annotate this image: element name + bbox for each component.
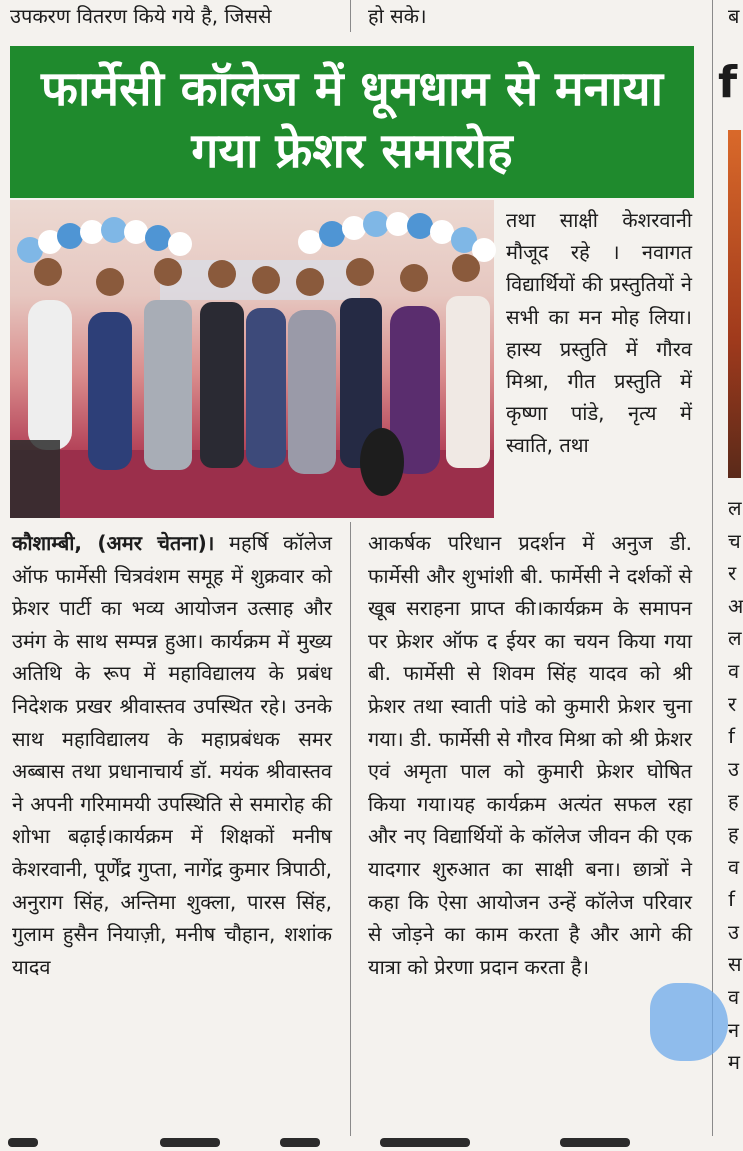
article-text-middle: आकर्षक परिधान प्रदर्शन में अनुज डी. फार्मेसी और शुभांशी बी. फार्मेसी ने दर्शकों से खूब सराहना प्राप्त की।कार्यक्रम के समापन पर फ्रेशर ऑफ द ईयर का चयन किया गया बी. फार्मेसी से शिवम सिंह यादव को श्री फ्रेशर तथा स्वाती पांडे को कुमारी फ्रेशर चुना गया। डी. फार्मेसी से गौरव मिश्रा को श्री फ्रेशर एवं अमृता पाल को कुमारी फ्रेशर घोषित किया गया।यह कार्यक्रम अत्यंत सफल रहा और नए विद्यार्थियों के कॉलेज जीवन की एक यादगार शुरुआत का साक्षी बना। छात्रों ने कहा कि ऐसा आयोजन उन्हें कॉलेज परिवार से जोड़ने का काम करता है और आगे की यात्रा को प्रेरणा प्रदान करता है। — [368, 531, 692, 979]
adjacent-letter: f — [728, 887, 736, 912]
cut-off-next-line — [0, 1136, 741, 1151]
headline-line-1: फार्मेसी कॉलेज में धूमधाम से मनाया — [40, 61, 664, 117]
adjacent-letter: र — [728, 561, 737, 586]
adjacent-photo-fragment — [728, 130, 741, 478]
top-continuation-right: ब — [728, 4, 740, 28]
adjacent-letter: स — [728, 952, 742, 977]
adjacent-letter: ह — [728, 789, 739, 814]
column-rule — [350, 522, 351, 1136]
adjacent-letter: ह — [728, 821, 739, 846]
top-continuation-left: उपकरण वितरण किये गये है, जिससे — [10, 4, 272, 28]
adjacent-letter: अ — [728, 593, 743, 618]
headline-line-2: गया फ्रेशर समारोह — [191, 123, 513, 179]
dateline: कौशाम्बी, (अमर चेतना)। — [12, 531, 215, 555]
column-rule — [712, 0, 713, 1136]
event-photo-illustration — [10, 200, 494, 518]
adjacent-letter: f — [728, 724, 736, 749]
headline-banner — [10, 46, 694, 198]
adjacent-letter: व — [728, 854, 740, 879]
article-text-right-top: तथा साक्षी केशरवानी मौजूद रहे । नवागत विद्यार्थियों की प्रस्तुतियों ने सभी का मन मोह लिया। हास्य प्रस्तुति में गौरव मिश्रा, गीत प्रस्तुति में कृष्णा पांडे, नृत्य में स्वाति, तथा — [506, 208, 692, 458]
adjacent-article-fragment — [728, 492, 743, 1079]
adjacent-letter: र — [728, 691, 737, 716]
adjacent-letter: न — [728, 1017, 740, 1042]
adjacent-letter: ल — [728, 626, 742, 651]
touch-highlight — [650, 983, 728, 1061]
column-rule — [350, 0, 351, 32]
adjacent-headline-fragment: f — [718, 57, 738, 108]
article-text-left — [12, 527, 332, 983]
adjacent-letter: च — [728, 528, 741, 553]
article-text-left-body: महर्षि कॉलेज ऑफ फार्मेसी चित्रवंशम समूह में शुक्रवार को फ्रेशर पार्टी का भव्य आयोजन उत्साह और उमंग के साथ सम्पन्न हुआ। कार्यक्रम में मुख्य अतिथि के रूप में महाविद्यालय के प्रबंध निदेशक प्रखर श्रीवास्तव उपस्थित रहे। उनके साथ महाविद्यालय के महाप्रबंधक समर अब्बास तथा प्रधानाचार्य डॉ. मयंक श्रीवास्तव ने अपनी गरिमामयी उपस्थिति से समारोह की शोभा बढ़ाई।कार्यक्रम में शिक्षकों मनीष केशरवानी, पूर्णेंद्र गुप्ता, नागेंद्र कुमार त्रिपाठी, अनुराग सिंह, अन्तिमा शुक्ला, पारस सिंह, गुलाम हुसैन नियाज़ी, मनीष चौहान, शशांक यादव — [12, 531, 333, 979]
adjacent-letter: व — [728, 984, 740, 1009]
adjacent-letter: म — [728, 1050, 740, 1075]
adjacent-letter: ल — [728, 496, 742, 520]
adjacent-letter: उ — [728, 919, 739, 944]
adjacent-letter: उ — [728, 756, 739, 781]
top-continuation-mid: हो सके। — [368, 4, 427, 28]
event-photo — [10, 200, 494, 518]
adjacent-letter: व — [728, 658, 740, 683]
